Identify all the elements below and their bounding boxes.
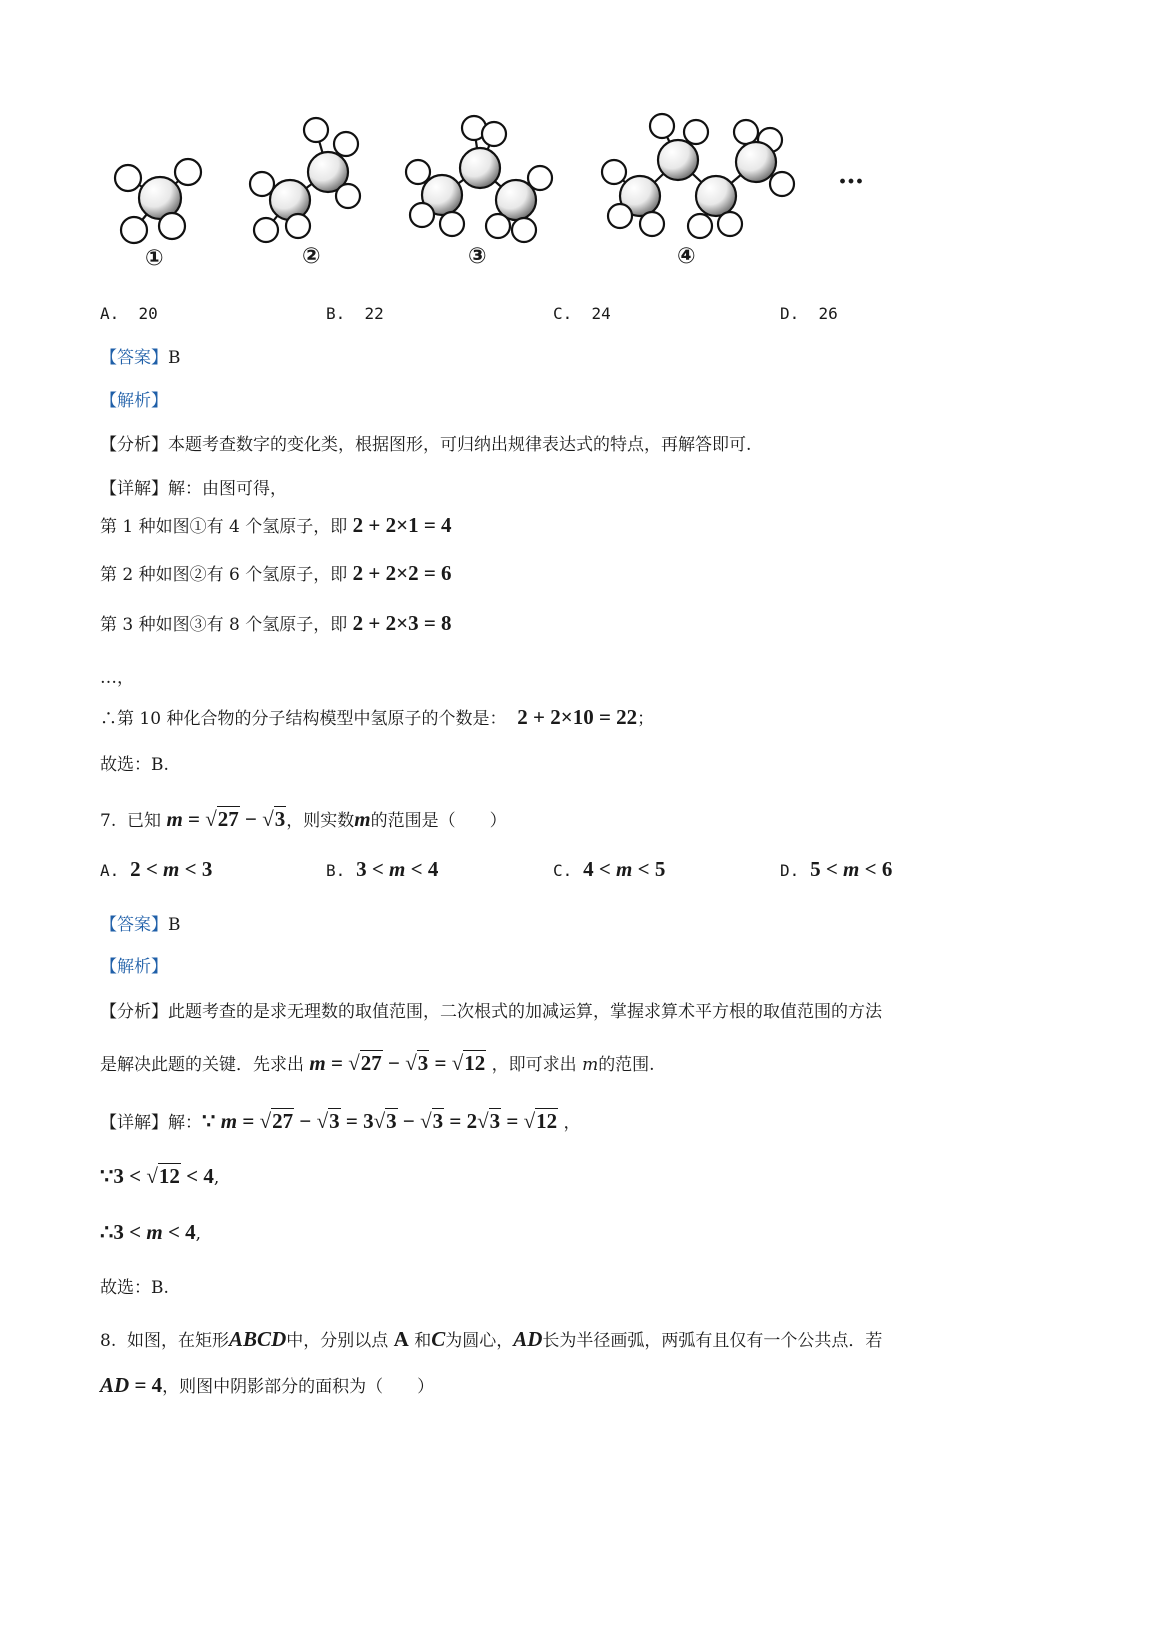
q7-because-line: ∵3 < √12 < 4, bbox=[100, 1164, 220, 1188]
q6-answer: 【答案】B bbox=[100, 348, 181, 368]
q6-step-2: 第 2 种如图②有 6 个氢原子，即 2 + 2×2 = 6 bbox=[100, 561, 452, 585]
q7-option-a: A. 2 < m < 3 bbox=[100, 857, 213, 881]
figure-ellipsis: … bbox=[838, 160, 864, 190]
q6-option-d: D. 26 bbox=[780, 304, 838, 323]
q8-stem-2: AD = 4，则图中阴影部分的面积为（ ） bbox=[100, 1373, 435, 1397]
q6-step-3: 第 3 种如图③有 8 个氢原子，即 2 + 2×3 = 8 bbox=[100, 611, 452, 635]
molecule-1 bbox=[115, 159, 201, 243]
q6-xiangjie: 【详解】解：由图可得， bbox=[100, 479, 287, 499]
q8-stem: 8. 如图，在矩形ABCD中，分别以点 A 和C为圆心，AD长为半径画弧，两弧有且仅有一个公共点．若 bbox=[100, 1327, 883, 1351]
q6-dots: …， bbox=[100, 668, 134, 688]
figure-label-4: ④ bbox=[677, 244, 696, 269]
q7-xiangjie: 【详解】解：∵ m = √27 − √3 = 3√3 − √3 = 2√3 = √12 ， bbox=[100, 1109, 581, 1133]
q7-option-d: D. 5 < m < 6 bbox=[780, 857, 893, 881]
q6-fenxi: 【分析】本题考查数字的变化类，根据图形，可归纳出规律表达式的特点，再解答即可. bbox=[100, 435, 752, 455]
figure-label-2: ② bbox=[302, 244, 321, 269]
q6-option-a: A. 20 bbox=[100, 304, 158, 323]
q7-option-c: C. 4 < m < 5 bbox=[553, 857, 666, 881]
q7-choose: 故选：B. bbox=[100, 1278, 169, 1298]
q7-answer: 【答案】B bbox=[100, 915, 181, 935]
q7-stem: 7. 已知 m = √27 − √3，则实数m的范围是（ ） bbox=[100, 807, 507, 831]
q7-therefore-line: ∴3 < m < 4, bbox=[100, 1220, 202, 1244]
figure-label-1: ① bbox=[145, 246, 164, 271]
molecule-2 bbox=[250, 118, 360, 242]
q6-step-1: 第 1 种如图①有 4 个氢原子，即 2 + 2×1 = 4 bbox=[100, 513, 452, 537]
molecule-4 bbox=[602, 114, 794, 238]
molecule-figure bbox=[95, 105, 885, 280]
q6-conclusion: ∴第 10 种化合物的分子结构模型中氢原子的个数是： 2 + 2×10 = 22； bbox=[100, 705, 655, 729]
q6-option-c: C. 24 bbox=[553, 304, 611, 323]
q7-fenxi-2: 是解决此题的关键．先求出 m = √27 − √3 = √12 ，即可求出 m的范围. bbox=[100, 1051, 655, 1075]
q7-analysis-tag: 【解析】 bbox=[100, 957, 168, 977]
q7-option-b: B. 3 < m < 4 bbox=[326, 857, 439, 881]
q7-fenxi: 【分析】此题考查的是求无理数的取值范围，二次根式的加减运算，掌握求算术平方根的取值范围的方法 bbox=[100, 1002, 882, 1022]
figure-label-3: ③ bbox=[468, 244, 487, 269]
q6-option-b: B. 22 bbox=[326, 304, 384, 323]
q6-choose: 故选：B. bbox=[100, 755, 169, 775]
molecule-3 bbox=[406, 116, 552, 242]
q6-analysis-tag: 【解析】 bbox=[100, 391, 168, 411]
